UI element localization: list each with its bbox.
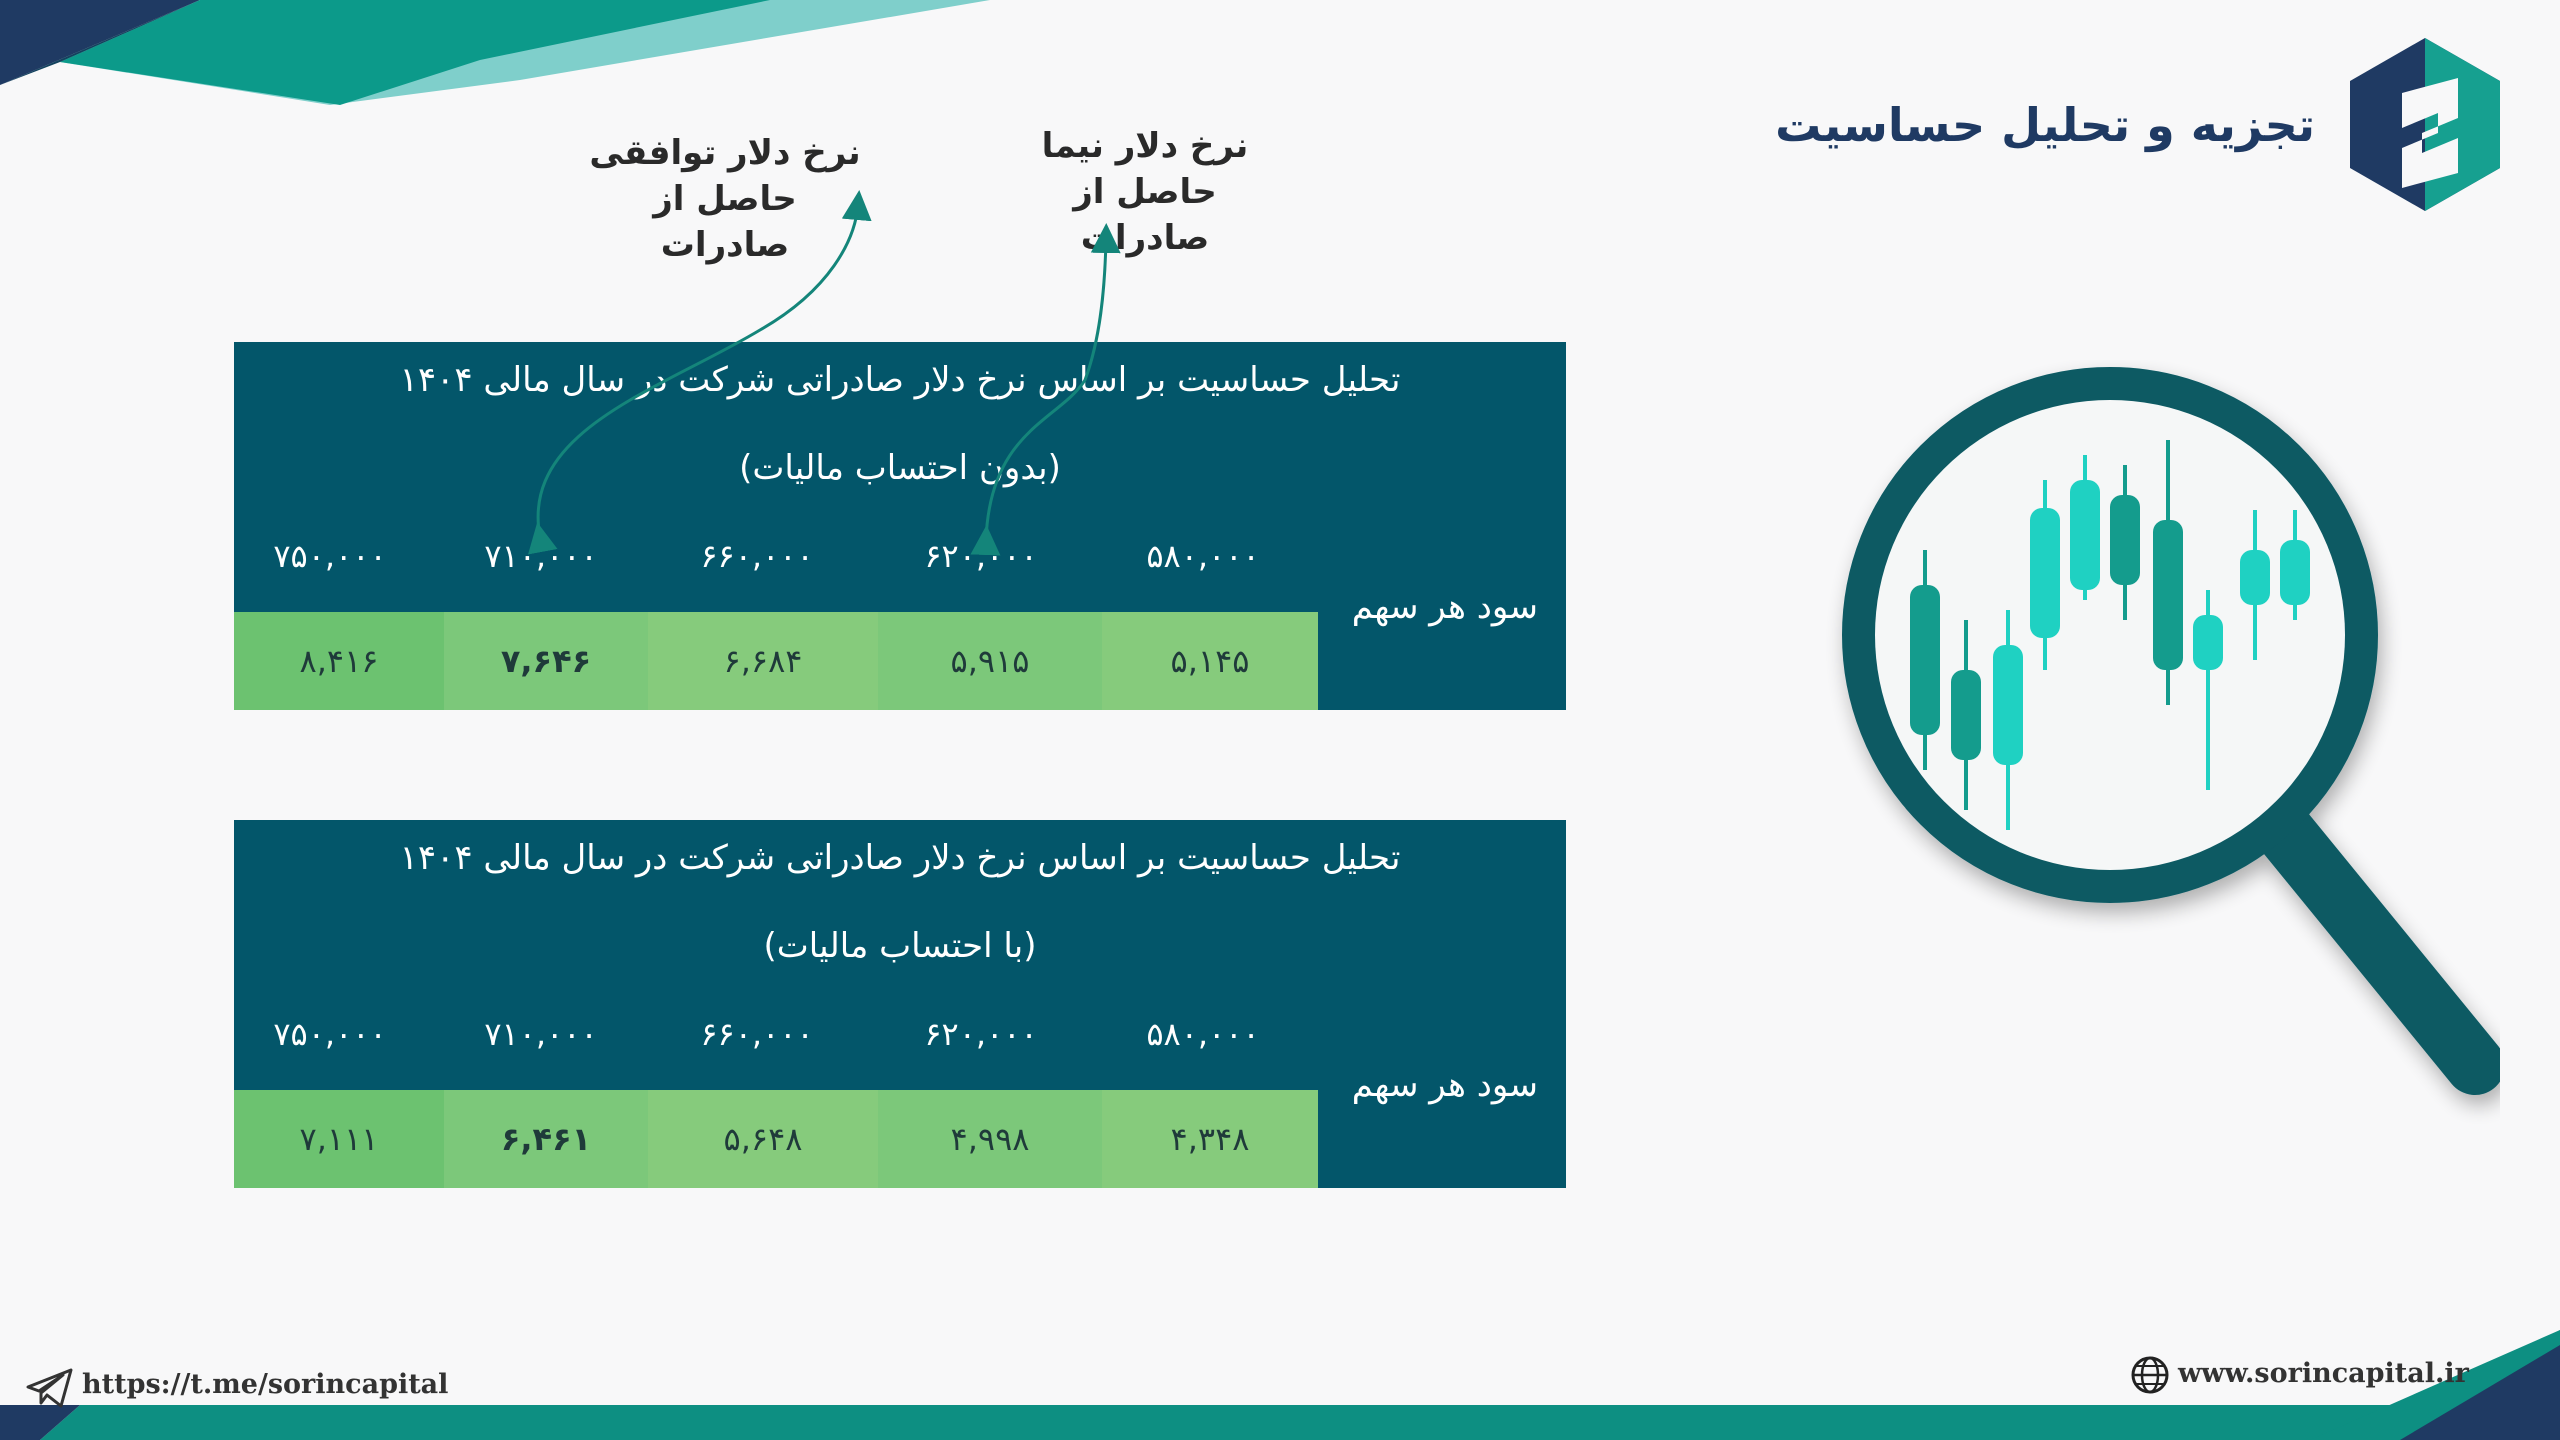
sensitivity-table-with-tax xyxy=(234,820,1566,1188)
cell-eps-620000: ۵,۹۱۵ xyxy=(878,612,1102,710)
callout-agreed-rate xyxy=(585,130,865,268)
sorin-capital-logo xyxy=(2340,38,2510,223)
cell-eps-750000: ۷,۱۱۱ xyxy=(234,1090,444,1188)
cell-eps-580000: ۴,۳۴۸ xyxy=(1102,1090,1318,1188)
callout-nima-rate-line2: حاصل از صادرات xyxy=(1073,172,1217,258)
cell-eps-710000: ۶,۴۶۱ xyxy=(444,1090,648,1188)
website-link[interactable]: www.sorincapital.ir xyxy=(2178,1358,2469,1389)
table-title: تحلیل حساسیت بر اساس نرخ دلار صادراتی شرکت در سال مالی ۱۴۰۴ xyxy=(399,360,1401,400)
cell-eps-660000: ۶,۶۸۴ xyxy=(648,612,878,710)
table-title: تحلیل حساسیت بر اساس نرخ دلار صادراتی شرکت در سال مالی ۱۴۰۴ xyxy=(399,838,1401,878)
table-subtitle: (با احتساب مالیات) xyxy=(763,926,1037,966)
page-title: تجزیه و تحلیل حساسیت xyxy=(1775,98,2315,152)
row-label-eps: سود هر سهم xyxy=(1351,587,1538,627)
telegram-icon xyxy=(25,1367,75,1409)
callout-agreed-rate-line2: حاصل از صادرات xyxy=(653,179,797,265)
column-header-750000: ۷۵۰,۰۰۰ xyxy=(273,537,387,575)
sensitivity-table-no-tax xyxy=(234,342,1566,710)
cell-eps-580000: ۵,۱۴۵ xyxy=(1102,612,1318,710)
column-header-620000: ۶۲۰,۰۰۰ xyxy=(924,537,1038,575)
cell-eps-620000: ۴,۹۹۸ xyxy=(878,1090,1102,1188)
column-header-750000: ۷۵۰,۰۰۰ xyxy=(273,1015,387,1053)
column-header-710000: ۷۱۰,۰۰۰ xyxy=(484,537,598,575)
cell-eps-750000: ۸,۴۱۶ xyxy=(234,612,444,710)
column-header-710000: ۷۱۰,۰۰۰ xyxy=(484,1015,598,1053)
magnifier-candlestick-icon xyxy=(1820,360,2500,1160)
callout-nima-rate-line1: نرخ دلار نیما xyxy=(1041,126,1249,166)
column-header-580000: ۵۸۰,۰۰۰ xyxy=(1146,1015,1260,1053)
column-header-620000: ۶۲۰,۰۰۰ xyxy=(924,1015,1038,1053)
column-header-660000: ۶۶۰,۰۰۰ xyxy=(700,537,814,575)
callout-nima-rate xyxy=(1010,123,1280,261)
globe-icon xyxy=(2130,1355,2170,1395)
column-header-580000: ۵۸۰,۰۰۰ xyxy=(1146,537,1260,575)
telegram-link[interactable]: https://t.me/sorincapital xyxy=(82,1369,449,1400)
callout-agreed-rate-line1: نرخ دلار توافقی xyxy=(589,133,861,173)
column-header-660000: ۶۶۰,۰۰۰ xyxy=(700,1015,814,1053)
cell-eps-660000: ۵,۶۴۸ xyxy=(648,1090,878,1188)
cell-eps-710000: ۷,۶۴۶ xyxy=(444,612,648,710)
table-subtitle: (بدون احتساب مالیات) xyxy=(739,448,1061,488)
row-label-eps: سود هر سهم xyxy=(1351,1065,1538,1105)
